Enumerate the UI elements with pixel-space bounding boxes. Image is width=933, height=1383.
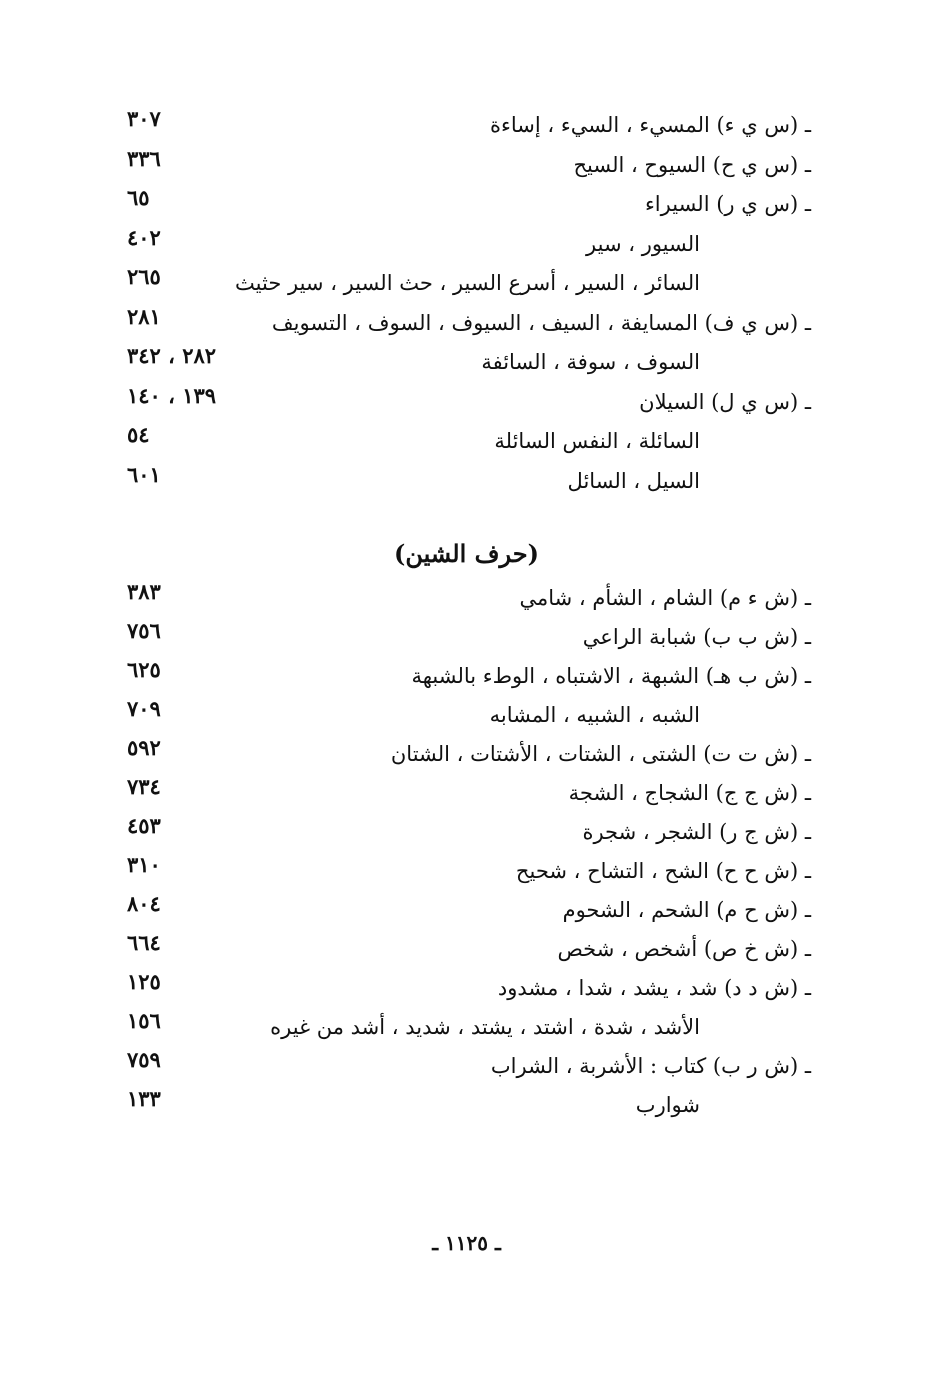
index-entry: ـ (س ي ل) السيلان bbox=[639, 389, 811, 414]
index-entry: ـ (ش ر ب) كتاب : الأشربة ، الشراب bbox=[490, 1054, 811, 1078]
index-entry: ـ (ش ب ب) شبابة الراعي bbox=[582, 625, 811, 649]
index-row bbox=[0, 104, 933, 144]
index-entry: ـ (ش ب هـ) الشبهة ، الاشتباه ، الوطء بالشبهة bbox=[411, 664, 811, 688]
page-reference: ١٢٥ bbox=[127, 969, 161, 994]
index-row bbox=[0, 341, 933, 381]
page-reference: ٣٠٧ bbox=[127, 106, 161, 131]
page-reference: ٣٨٣ bbox=[127, 579, 161, 604]
index-entry: ـ (ش ج ر) الشجر ، شجرة bbox=[582, 820, 811, 844]
index-row bbox=[0, 302, 933, 342]
page-reference: ٥٩٢ bbox=[127, 735, 161, 760]
index-row bbox=[0, 889, 933, 928]
index-row bbox=[0, 262, 933, 302]
page-reference: ٢٨١ bbox=[127, 303, 161, 329]
index-entry: ـ (ش د د) شد ، يشد ، شدا ، مشدود bbox=[497, 976, 811, 1000]
page-reference: ٢٨٢ ، ٣٤٢ bbox=[127, 343, 217, 368]
section-heading: (حرف الشين) bbox=[394, 539, 539, 568]
index-row bbox=[0, 850, 933, 889]
index-row bbox=[0, 381, 933, 421]
index-entry: ـ (ش ح م) الشحم ، الشحوم bbox=[562, 898, 811, 922]
index-row bbox=[0, 460, 933, 500]
page-reference: ١٣٣ bbox=[127, 1086, 161, 1111]
index-entry: ـ (س ي ء) المسيء ، السيء ، إساءة bbox=[490, 113, 811, 137]
page-reference: ٥٤ bbox=[127, 422, 150, 447]
index-subentry: الشبه ، الشبيه ، المشابه bbox=[489, 703, 700, 727]
index-row bbox=[0, 144, 933, 184]
page-reference: ١٥٦ bbox=[127, 1008, 161, 1033]
index-row bbox=[0, 223, 933, 263]
page-reference: ٤٥٣ bbox=[127, 813, 161, 838]
index-row bbox=[0, 655, 933, 694]
page-reference: ٢٦٥ bbox=[127, 264, 161, 289]
index-row bbox=[0, 733, 933, 772]
page-reference: ٦٥ bbox=[127, 185, 150, 210]
index-entry: ـ (ش خ ص) أشخص ، شخص bbox=[557, 937, 811, 961]
index-row bbox=[0, 1006, 933, 1045]
index-subentry: السائلة ، النفس السائلة bbox=[494, 429, 700, 453]
index-entry: ـ (س ي ح) السيوح ، السيح bbox=[573, 152, 811, 177]
index-row bbox=[0, 928, 933, 967]
index-subentry: السيل ، السائل bbox=[567, 468, 700, 493]
index-entry: ـ (ش ت ت) الشتى ، الشتات ، الأشتات ، الشتان bbox=[390, 742, 811, 766]
index-entry: ـ (س ي ر) السيراء bbox=[644, 192, 811, 216]
page-reference: ٣١٠ bbox=[127, 852, 161, 877]
page-reference: ٦٦٤ bbox=[127, 930, 161, 955]
index-row bbox=[0, 772, 933, 811]
page-reference: ٦٠١ bbox=[127, 461, 161, 487]
page-number: ـ ١١٢٥ ـ bbox=[432, 1231, 501, 1255]
index-entry: ـ (ش ج ج) الشجاج ، الشجة bbox=[568, 781, 811, 805]
index-subentry: الأشد ، شدة ، اشتد ، يشتد ، شديد ، أشد من غيره bbox=[270, 1015, 700, 1039]
index-row bbox=[0, 420, 933, 460]
index-section-shin bbox=[0, 577, 933, 1123]
page-reference: ٤٠٢ bbox=[127, 224, 161, 250]
page-reference: ٦٢٥ bbox=[127, 657, 161, 682]
index-row bbox=[0, 967, 933, 1006]
page-reference: ١٣٩ ، ١٤٠ bbox=[127, 382, 217, 408]
index-row bbox=[0, 694, 933, 733]
index-row bbox=[0, 183, 933, 223]
index-section-sin bbox=[0, 104, 933, 499]
page-reference: ٧٥٦ bbox=[127, 618, 161, 643]
page-reference: ٧٠٩ bbox=[127, 696, 161, 721]
index-subentry: السائر ، السير ، أسرع السير ، حث السير ، سير حثيث bbox=[235, 271, 700, 295]
index-entry: ـ (ش ح ح) الشح ، التشاح ، شحيح bbox=[515, 859, 811, 883]
index-row bbox=[0, 811, 933, 850]
index-entry: ـ (س ي ف) المسايفة ، السيف ، السيوف ، السوف ، التسويف bbox=[271, 310, 811, 335]
page-reference: ٨٠٤ bbox=[127, 891, 161, 916]
index-row bbox=[0, 616, 933, 655]
index-subentry: السيور ، سير bbox=[586, 231, 700, 256]
page-reference: ٣٣٦ bbox=[127, 145, 161, 171]
index-subentry: السوف ، سوفة ، السائفة bbox=[481, 350, 700, 374]
page-reference: ٧٣٤ bbox=[127, 774, 161, 799]
page-reference: ٧٥٩ bbox=[127, 1047, 161, 1072]
index-row bbox=[0, 1045, 933, 1084]
index-subentry: شوارب bbox=[635, 1093, 700, 1117]
index-row bbox=[0, 1084, 933, 1123]
index-entry: ـ (ش ء م) الشام ، الشأم ، شامي bbox=[519, 586, 811, 610]
index-row bbox=[0, 577, 933, 616]
